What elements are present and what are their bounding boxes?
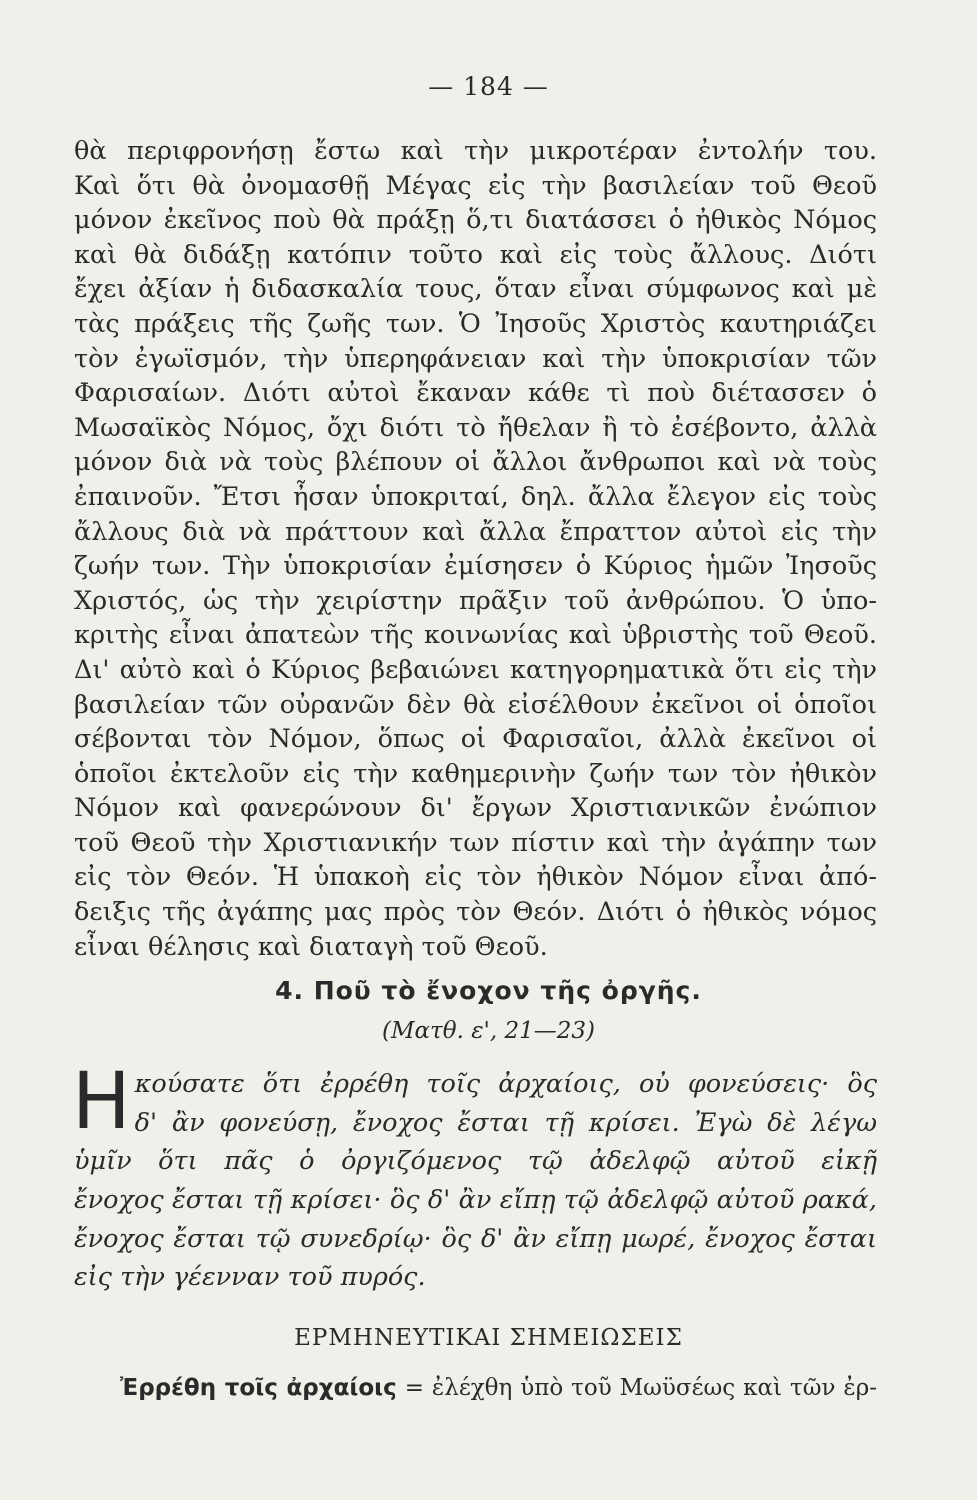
paragraph-line: Φαρισαίων. Διότι αὐτοὶ ἔκαναν κάθε τὶ ποὺ διέτασσεν ὁ	[74, 378, 877, 409]
paragraph-line: καὶ θὰ διδάξῃ κατόπιν τοῦτο καὶ εἰς τοὺς ἄλλους. Διότι	[74, 239, 877, 270]
paragraph	[74, 134, 877, 964]
paragraph-line: ὁποῖοι ἐκτελοῦν εἰς τὴν καθημερινὴν ζωήν των τὸν ἠθικὸν	[74, 758, 877, 789]
scripture-line: ἔνοχος ἔσται τῇ κρίσει· ὃς δ' ἂν εἴπῃ τῷ ἀδελφῷ αὐτοῦ ρακά,	[74, 1185, 877, 1216]
paragraph-line: τὰς πράξεις τῆς ζωῆς των. Ὁ Ἰησοῦς Χριστὸς καυτηριάζει	[74, 308, 877, 339]
paragraph-line: μόνον ἐκεῖνος ποὺ θὰ πράξῃ ὅ,τι διατάσσει ὁ ἠθικὸς Νόμος	[74, 205, 877, 236]
scripture-line: εἰς τὴν γέενναν τοῦ πυρός.	[74, 1262, 426, 1293]
scripture-line: ἔνοχος ἔσται τῷ συνεδρίῳ· ὃς δ' ἂν εἴπῃ μωρέ, ἔνοχος ἔσται	[74, 1223, 877, 1254]
paragraph-line: Καὶ ὅτι θὰ ὀνομασθῇ Μέγας εἰς τὴν βασιλείαν τοῦ Θεοῦ	[74, 170, 877, 201]
scripture-quote	[72, 1057, 877, 1297]
drop-cap: Η	[72, 1057, 131, 1147]
note-text: = ἐλέχθη ὑπὸ τοῦ Μωϋσέως καὶ τῶν ἐρ-	[404, 1375, 878, 1401]
paragraph-line: εἰς τὸν Θεόν. Ἡ ὑπακοὴ εἰς τὸν ἠθικὸν Νόμον εἶναι ἀπό-	[74, 862, 877, 893]
paragraph-line: τὸν ἐγωϊσμόν, τὴν ὑπερηφάνειαν καὶ τὴν ὑποκρισίαν τῶν	[74, 343, 877, 374]
paragraph-line: μόνον διὰ νὰ τοὺς βλέπουν οἱ ἄλλοι ἄνθρωποι καὶ νὰ τοὺς	[74, 447, 877, 478]
paragraph-line: θὰ περιφρονήσῃ ἔστω καὶ τὴν μικροτέραν ἐντολήν του.	[74, 136, 877, 166]
paragraph-line: Χριστός, ὡς τὴν χειρίστην πρᾶξιν τοῦ ἀνθρώπου. Ὁ ὑπο-	[74, 585, 877, 616]
paragraph-line: ἄλλους διὰ νὰ πράττουν καὶ ἄλλα ἔπραττον αὐτοὶ εἰς τὴν	[74, 516, 877, 547]
paragraph-line: εἶναι θέλησις καὶ διαταγὴ τοῦ Θεοῦ.	[74, 931, 548, 962]
paragraph-line: Δι' αὐτὸ καὶ ὁ Κύριος βεβαιώνει κατηγορηματικὰ ὅτι εἰς τὴν	[74, 654, 877, 685]
paragraph-line: κριτὴς εἶναι ἀπατεὼν τῆς κοινωνίας καὶ ὑβριστὴς τοῦ Θεοῦ.	[74, 620, 877, 651]
paragraph-line: δειξις τῆς ἀγάπης μας πρὸς τὸν Θεόν. Διότι ὁ ἠθικὸς νόμος	[74, 897, 877, 928]
page-number: — 184 —	[428, 72, 549, 101]
paragraph-line: ζωήν των. Τὴν ὑποκρισίαν ἐμίσησεν ὁ Κύριος ἡμῶν Ἰησοῦς	[74, 551, 877, 582]
paragraph-line: τοῦ Θεοῦ τὴν Χριστιανικήν των πίστιν καὶ τὴν ἀγάπην των	[74, 827, 877, 858]
paragraph-line: ἔχει ἀξίαν ἡ διδασκαλία τους, ὅταν εἶναι σύμφωνος καὶ μὲ	[74, 274, 877, 305]
note-entry	[120, 1375, 877, 1401]
paragraph-line: Μωσαϊκὸς Νόμος, ὄχι διότι τὸ ἤθελαν ἢ τὸ ἐσέβοντο, ἀλλὰ	[74, 412, 877, 443]
paragraph-line: σέβονται τὸν Νόμον, ὅπως οἱ Φαρισαῖοι, ἀλλὰ ἐκεῖνοι οἱ	[74, 724, 877, 755]
paragraph-line: ἐπαινοῦν. Ἔτσι ἦσαν ὑποκριταί, δηλ. ἄλλα ἔλεγον εἰς τοὺς	[74, 481, 877, 512]
scripture-line: ὑμῖν ὅτι πᾶς ὁ ὀργιζόμενος τῷ ἀδελφῷ αὐτοῦ εἰκῇ	[74, 1146, 877, 1177]
paragraph-line: Νόμον καὶ φανερώνουν δι' ἔργων Χριστιανικῶν ἐνώπιον	[74, 793, 877, 824]
paragraph-line: βασιλείαν τῶν οὐρανῶν δὲν θὰ εἰσέλθουν ἐκεῖνοι οἱ ὁποῖοι	[74, 689, 877, 720]
note-term: Ἐρρέθη τοῖς ἀρχαίοις	[120, 1375, 397, 1401]
scripture-line: κούσατε ὅτι ἐρρέθη τοῖς ἀρχαίοις, οὐ φονεύσεις· ὃς	[134, 1069, 877, 1099]
scripture-line: δ' ἂν φονεύσῃ, ἔνοχος ἔσται τῇ κρίσει. Ἐγὼ δὲ λέγω	[134, 1107, 877, 1138]
section-title: 4. Ποῦ τὸ ἔνοχον τῆς ὀργῆς.	[275, 976, 702, 1005]
scripture-citation: (Ματθ. ε', 21—23)	[381, 1018, 596, 1044]
notes-heading: ΕΡΜΗΝΕΥΤΙΚΑΙ ΣΗΜΕΙΩΣΕΙΣ	[294, 1325, 683, 1351]
